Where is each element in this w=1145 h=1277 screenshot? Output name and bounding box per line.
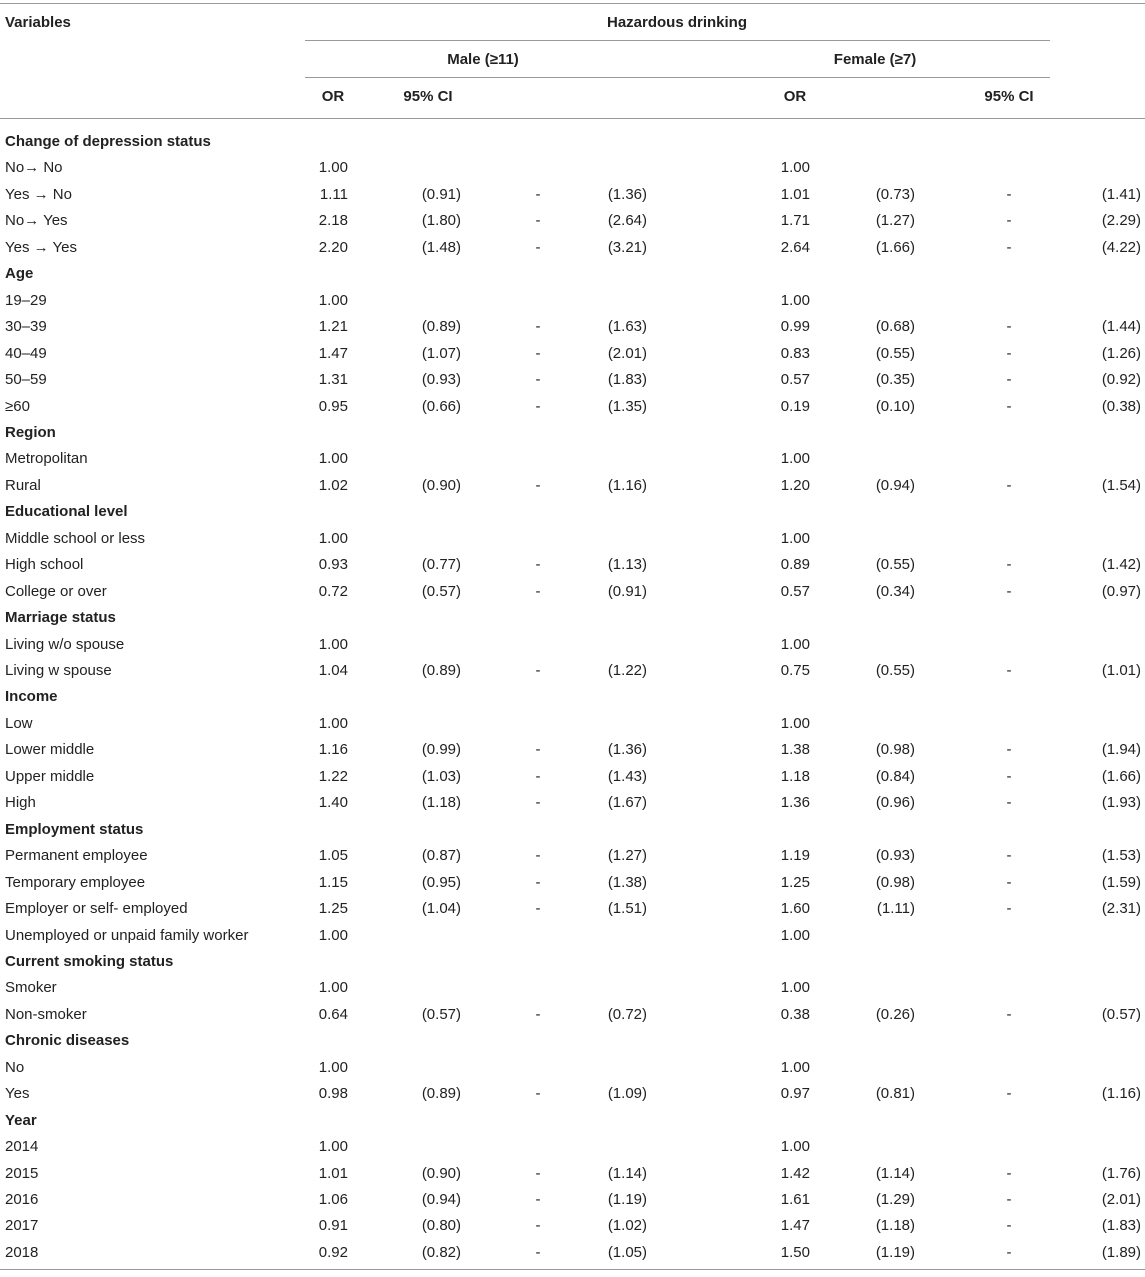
male-ci-lower: (0.77): [421, 556, 461, 573]
row-label: 2017: [5, 1217, 39, 1234]
female-ci-dash: -: [1006, 1085, 1012, 1102]
male-ci-lower: (0.90): [421, 477, 461, 494]
female-ci-lower: (1.14): [875, 1165, 915, 1182]
row-label: High: [5, 794, 36, 811]
female-ci-dash: -: [1006, 398, 1012, 415]
female-or-value: 1.18: [780, 768, 810, 785]
female-ci-upper: (1.16): [1101, 1085, 1141, 1102]
female-ci-dash: -: [1006, 1006, 1012, 1023]
female-ci-dash: -: [1006, 186, 1012, 203]
male-or-value: 1.00: [318, 530, 348, 547]
female-or-value: 1.42: [780, 1165, 810, 1182]
female-or-value: 1.61: [780, 1191, 810, 1208]
table-bottom-rule: [0, 1269, 1145, 1270]
header-variables: Variables: [5, 14, 71, 31]
male-ci-lower: (0.89): [421, 662, 461, 679]
group-label: Change of depression status: [5, 133, 211, 150]
female-or-value: 1.60: [780, 900, 810, 917]
row-label: Unemployed or unpaid family worker: [5, 927, 249, 944]
female-or-value: 0.19: [780, 398, 810, 415]
female-ci-lower: (0.34): [875, 583, 915, 600]
female-or-value: 1.00: [780, 636, 810, 653]
row-label: ≥60: [5, 398, 30, 415]
female-or-value: 1.19: [780, 847, 810, 864]
row-label: Living w spouse: [5, 662, 112, 679]
male-or-value: 1.40: [318, 794, 348, 811]
male-ci-upper: (1.43): [607, 768, 647, 785]
female-ci-lower: (0.93): [875, 847, 915, 864]
header-female-ci: 95% CI: [984, 88, 1034, 105]
female-ci-upper: (1.54): [1101, 477, 1141, 494]
male-ci-lower: (1.03): [421, 768, 461, 785]
female-ci-upper: (0.97): [1101, 583, 1141, 600]
female-or-value: 1.00: [780, 1059, 810, 1076]
male-ci-upper: (1.16): [607, 477, 647, 494]
male-ci-upper: (1.51): [607, 900, 647, 917]
female-ci-upper: (1.93): [1101, 794, 1141, 811]
male-or-value: 1.01: [318, 1165, 348, 1182]
female-or-value: 2.64: [780, 239, 810, 256]
male-or-value: 1.00: [318, 1138, 348, 1155]
female-ci-dash: -: [1006, 768, 1012, 785]
male-or-value: 0.93: [318, 556, 348, 573]
header-female: Female (≥7): [833, 51, 917, 68]
male-or-value: 1.00: [318, 979, 348, 996]
female-ci-dash: -: [1006, 741, 1012, 758]
row-label: No→ Yes: [5, 212, 68, 229]
female-ci-lower: (0.96): [875, 794, 915, 811]
female-ci-upper: (1.26): [1101, 345, 1141, 362]
female-ci-lower: (0.55): [875, 662, 915, 679]
male-ci-upper: (1.35): [607, 398, 647, 415]
female-ci-dash: -: [1006, 556, 1012, 573]
row-label: Yes: [5, 1085, 30, 1102]
row-label: 2018: [5, 1244, 39, 1261]
male-ci-upper: (1.27): [607, 847, 647, 864]
male-ci-dash: -: [535, 556, 541, 573]
female-ci-dash: -: [1006, 583, 1012, 600]
row-label: 40–49: [5, 345, 47, 362]
female-ci-upper: (2.31): [1101, 900, 1141, 917]
female-ci-upper: (0.57): [1101, 1006, 1141, 1023]
female-or-value: 1.38: [780, 741, 810, 758]
female-or-value: 0.89: [780, 556, 810, 573]
male-ci-upper: (1.36): [607, 741, 647, 758]
outcome-underline: [305, 40, 1050, 41]
row-label: No: [5, 1059, 25, 1076]
male-ci-lower: (0.90): [421, 1165, 461, 1182]
female-ci-upper: (0.92): [1101, 371, 1141, 388]
male-or-value: 0.91: [318, 1217, 348, 1234]
female-ci-lower: (1.29): [875, 1191, 915, 1208]
female-ci-lower: (1.18): [875, 1217, 915, 1234]
female-ci-dash: -: [1006, 1191, 1012, 1208]
male-ci-dash: -: [535, 1085, 541, 1102]
male-ci-upper: (1.05): [607, 1244, 647, 1261]
male-ci-dash: -: [535, 371, 541, 388]
male-ci-dash: -: [535, 1244, 541, 1261]
male-ci-lower: (1.07): [421, 345, 461, 362]
female-or-value: 0.38: [780, 1006, 810, 1023]
row-label: Smoker: [5, 979, 57, 996]
male-or-value: 1.00: [318, 636, 348, 653]
male-ci-upper: (1.02): [607, 1217, 647, 1234]
female-ci-upper: (1.42): [1101, 556, 1141, 573]
row-label: Low: [5, 715, 33, 732]
female-ci-dash: -: [1006, 1165, 1012, 1182]
female-or-value: 1.00: [780, 530, 810, 547]
male-ci-lower: (0.57): [421, 1006, 461, 1023]
male-ci-dash: -: [535, 768, 541, 785]
row-label: Permanent employee: [5, 847, 148, 864]
female-ci-lower: (0.10): [875, 398, 915, 415]
female-or-value: 1.00: [780, 927, 810, 944]
female-ci-lower: (1.11): [876, 900, 915, 917]
male-or-value: 1.00: [318, 159, 348, 176]
male-ci-upper: (1.83): [607, 371, 647, 388]
female-ci-lower: (0.94): [875, 477, 915, 494]
female-ci-lower: (0.55): [875, 345, 915, 362]
female-ci-dash: -: [1006, 1217, 1012, 1234]
female-ci-dash: -: [1006, 239, 1012, 256]
female-ci-upper: (1.01): [1101, 662, 1141, 679]
row-label: 50–59: [5, 371, 47, 388]
female-ci-lower: (1.19): [875, 1244, 915, 1261]
male-ci-upper: (1.67): [607, 794, 647, 811]
male-ci-upper: (1.09): [607, 1085, 647, 1102]
male-or-value: 1.00: [318, 292, 348, 309]
group-label: Educational level: [5, 503, 128, 520]
male-ci-lower: (0.93): [421, 371, 461, 388]
male-ci-lower: (1.18): [421, 794, 461, 811]
male-ci-dash: -: [535, 1006, 541, 1023]
female-ci-dash: -: [1006, 874, 1012, 891]
male-ci-dash: -: [535, 662, 541, 679]
row-label: Employer or self- employed: [5, 900, 188, 917]
female-ci-upper: (0.38): [1101, 398, 1141, 415]
female-or-value: 0.97: [780, 1085, 810, 1102]
row-label: Yes → Yes: [5, 239, 78, 256]
female-ci-upper: (2.29): [1101, 212, 1141, 229]
female-ci-dash: -: [1006, 900, 1012, 917]
male-or-value: 1.21: [318, 318, 348, 335]
male-or-value: 1.05: [318, 847, 348, 864]
female-ci-dash: -: [1006, 662, 1012, 679]
male-ci-dash: -: [535, 318, 541, 335]
female-or-value: 0.57: [780, 371, 810, 388]
group-label: Employment status: [5, 821, 144, 838]
male-ci-dash: -: [535, 239, 541, 256]
male-ci-upper: (0.72): [607, 1006, 647, 1023]
male-or-value: 0.95: [318, 398, 348, 415]
male-ci-dash: -: [535, 794, 541, 811]
row-label: Upper middle: [5, 768, 95, 785]
row-label: 30–39: [5, 318, 47, 335]
row-label: College or over: [5, 583, 107, 600]
male-ci-lower: (0.87): [421, 847, 461, 864]
female-or-value: 0.75: [780, 662, 810, 679]
male-ci-dash: -: [535, 1217, 541, 1234]
female-or-value: 1.01: [780, 186, 810, 203]
male-ci-upper: (3.21): [607, 239, 647, 256]
male-or-value: 1.00: [318, 450, 348, 467]
female-ci-lower: (0.26): [875, 1006, 915, 1023]
female-ci-lower: (0.81): [875, 1085, 915, 1102]
female-ci-lower: (0.35): [875, 371, 915, 388]
male-ci-upper: (1.36): [607, 186, 647, 203]
male-ci-lower: (1.04): [421, 900, 461, 917]
female-ci-upper: (4.22): [1101, 239, 1141, 256]
female-ci-lower: (0.68): [875, 318, 915, 335]
female-or-value: 1.47: [780, 1217, 810, 1234]
female-ci-upper: (1.83): [1101, 1217, 1141, 1234]
male-or-value: 1.22: [318, 768, 348, 785]
male-or-value: 1.04: [318, 662, 348, 679]
male-ci-upper: (0.91): [607, 583, 647, 600]
male-or-value: 1.02: [318, 477, 348, 494]
group-label: Age: [5, 265, 34, 282]
female-ci-upper: (2.01): [1101, 1191, 1141, 1208]
male-or-value: 1.11: [319, 186, 348, 203]
female-or-value: 1.25: [780, 874, 810, 891]
male-ci-lower: (1.48): [421, 239, 461, 256]
group-label: Region: [5, 424, 56, 441]
male-ci-upper: (1.38): [607, 874, 647, 891]
female-or-value: 1.00: [780, 159, 810, 176]
female-ci-upper: (1.44): [1101, 318, 1141, 335]
row-label: 19–29: [5, 292, 47, 309]
male-or-value: 1.00: [318, 715, 348, 732]
male-ci-lower: (0.80): [421, 1217, 461, 1234]
male-ci-upper: (1.14): [607, 1165, 647, 1182]
female-ci-dash: -: [1006, 847, 1012, 864]
header-outcome: Hazardous drinking: [606, 14, 748, 31]
row-label: High school: [5, 556, 84, 573]
male-or-value: 0.72: [318, 583, 348, 600]
male-or-value: 1.47: [318, 345, 348, 362]
row-label: Middle school or less: [5, 530, 146, 547]
female-or-value: 1.00: [780, 979, 810, 996]
male-ci-lower: (1.80): [421, 212, 461, 229]
female-or-value: 0.99: [780, 318, 810, 335]
row-label: Yes → No: [5, 186, 72, 203]
male-ci-dash: -: [535, 345, 541, 362]
male-ci-dash: -: [535, 477, 541, 494]
male-or-value: 2.18: [318, 212, 348, 229]
male-or-value: 1.15: [318, 874, 348, 891]
female-ci-upper: (1.66): [1101, 768, 1141, 785]
female-ci-lower: (1.27): [875, 212, 915, 229]
row-label: Lower middle: [5, 741, 95, 758]
group-label: Income: [5, 688, 58, 705]
male-or-value: 1.00: [318, 927, 348, 944]
male-ci-lower: (0.57): [421, 583, 461, 600]
male-ci-dash: -: [535, 1165, 541, 1182]
female-or-value: 1.20: [780, 477, 810, 494]
sex-underline: [305, 77, 1050, 78]
male-ci-lower: (0.95): [421, 874, 461, 891]
male-ci-upper: (1.63): [607, 318, 647, 335]
row-label: 2015: [5, 1165, 39, 1182]
group-label: Year: [5, 1112, 37, 1129]
male-or-value: 1.31: [318, 371, 348, 388]
male-or-value: 1.06: [318, 1191, 348, 1208]
female-or-value: 1.00: [780, 292, 810, 309]
female-ci-dash: -: [1006, 1244, 1012, 1261]
row-label: 2014: [5, 1138, 39, 1155]
female-or-value: 1.36: [780, 794, 810, 811]
header-male-ci: 95% CI: [403, 88, 453, 105]
male-ci-lower: (0.82): [421, 1244, 461, 1261]
header-male: Male (≥11): [447, 51, 519, 68]
female-ci-dash: -: [1006, 794, 1012, 811]
male-ci-upper: (2.01): [607, 345, 647, 362]
female-ci-lower: (0.98): [875, 741, 915, 758]
male-ci-lower: (0.94): [421, 1191, 461, 1208]
row-label: Living w/o spouse: [5, 636, 125, 653]
male-ci-dash: -: [535, 847, 541, 864]
header-bottom-rule: [0, 118, 1145, 119]
row-label: 2016: [5, 1191, 39, 1208]
male-ci-upper: (2.64): [607, 212, 647, 229]
female-ci-lower: (0.84): [875, 768, 915, 785]
male-or-value: 0.64: [318, 1006, 348, 1023]
row-label: Non-smoker: [5, 1006, 87, 1023]
female-ci-dash: -: [1006, 212, 1012, 229]
female-ci-dash: -: [1006, 371, 1012, 388]
group-label: Chronic diseases: [5, 1032, 130, 1049]
header-male-or: OR: [321, 88, 345, 105]
male-ci-lower: (0.91): [421, 186, 461, 203]
male-ci-dash: -: [535, 398, 541, 415]
header-female-or: OR: [783, 88, 807, 105]
male-ci-dash: -: [535, 583, 541, 600]
table-top-rule: [0, 3, 1145, 4]
female-ci-lower: (0.73): [875, 186, 915, 203]
female-or-value: 1.00: [780, 450, 810, 467]
male-ci-dash: -: [535, 741, 541, 758]
female-ci-dash: -: [1006, 318, 1012, 335]
row-label: Metropolitan: [5, 450, 88, 467]
male-ci-lower: (0.89): [421, 318, 461, 335]
row-label: Temporary employee: [5, 874, 146, 891]
male-ci-upper: (1.19): [607, 1191, 647, 1208]
male-ci-dash: -: [535, 900, 541, 917]
male-or-value: 0.98: [318, 1085, 348, 1102]
female-ci-dash: -: [1006, 345, 1012, 362]
female-or-value: 1.00: [780, 1138, 810, 1155]
male-or-value: 1.16: [318, 741, 348, 758]
male-ci-dash: -: [535, 186, 541, 203]
female-or-value: 1.00: [780, 715, 810, 732]
male-ci-lower: (0.89): [421, 1085, 461, 1102]
male-ci-dash: -: [535, 212, 541, 229]
female-ci-lower: (0.55): [875, 556, 915, 573]
row-label: Rural: [5, 477, 41, 494]
female-or-value: 1.71: [780, 212, 810, 229]
group-label: Marriage status: [5, 609, 116, 626]
male-ci-upper: (1.13): [607, 556, 647, 573]
row-label: No→ No: [5, 159, 63, 176]
male-or-value: 0.92: [318, 1244, 348, 1261]
female-or-value: 0.57: [780, 583, 810, 600]
female-ci-upper: (1.53): [1101, 847, 1141, 864]
male-or-value: 2.20: [318, 239, 348, 256]
male-ci-dash: -: [535, 1191, 541, 1208]
group-label: Current smoking status: [5, 953, 174, 970]
female-or-value: 1.50: [780, 1244, 810, 1261]
male-or-value: 1.00: [318, 1059, 348, 1076]
female-ci-upper: (1.41): [1101, 186, 1141, 203]
female-ci-lower: (1.66): [875, 239, 915, 256]
female-ci-upper: (1.89): [1101, 1244, 1141, 1261]
female-ci-upper: (1.94): [1101, 741, 1141, 758]
female-or-value: 0.83: [780, 345, 810, 362]
female-ci-upper: (1.59): [1101, 874, 1141, 891]
female-ci-lower: (0.98): [875, 874, 915, 891]
female-ci-upper: (1.76): [1101, 1165, 1141, 1182]
male-ci-lower: (0.66): [421, 398, 461, 415]
female-ci-dash: -: [1006, 477, 1012, 494]
male-ci-upper: (1.22): [607, 662, 647, 679]
male-ci-lower: (0.99): [421, 741, 461, 758]
male-ci-dash: -: [535, 874, 541, 891]
male-or-value: 1.25: [318, 900, 348, 917]
